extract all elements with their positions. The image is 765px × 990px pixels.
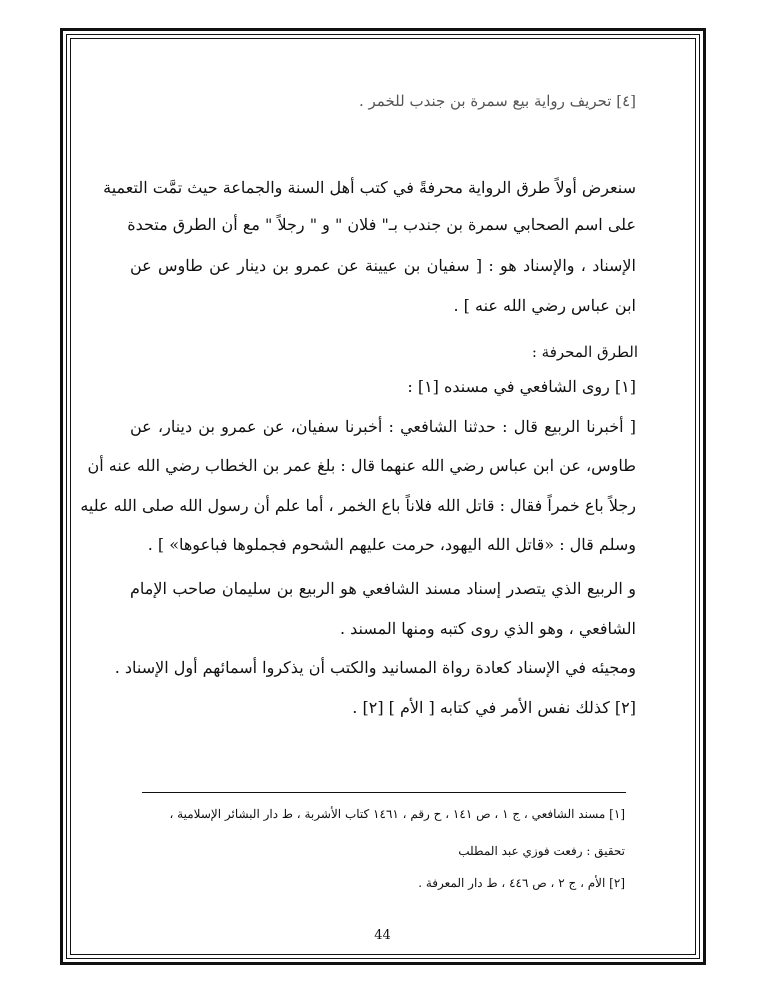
footnote-1-continued: تحقيق : رفعت فوزي عبد المطلب <box>458 844 625 858</box>
quote-line-1: [ أخبرنا الربيع قال : حدثنا الشافعي : أخبرنا سفيان، عن عمرو بن دينار، عن <box>130 417 636 436</box>
para-2-line-3: ومجيئه في الإسناد كعادة رواة المسانيد والكتب أن يذكروا أسمائهم أول الإسناد . <box>114 658 636 677</box>
item-2: [٢] كذلك نفس الأمر في كتابه [ الأم ] [٢] . <box>352 698 636 717</box>
para-2-line-2: الشافعي ، وهو الذي روى كتبه ومنها المسند . <box>339 619 636 638</box>
footnote-2: [٢] الأم ، ج ٢ ، ص ٤٤٦ ، ط دار المعرفة . <box>418 876 625 890</box>
body-line-1: سنعرض أولاً طرق الرواية محرفةً في كتب أهل السنة والجماعة حيث تمَّت التعمية <box>103 178 636 197</box>
subheading: الطرق المحرفة : <box>531 343 638 361</box>
body-line-4: ابن عباس رضي الله عنه ] . <box>453 296 636 315</box>
item-1-title: [١] روى الشافعي في مسنده [١] : <box>407 377 636 396</box>
para-2-line-1: و الربيع الذي يتصدر إسناد مسند الشافعي هو الربيع بن سليمان صاحب الإمام <box>130 579 636 598</box>
quote-line-4: وسلم قال : «قاتل الله اليهود، حرمت عليهم الشحوم فجملوها فباعوها» ] . <box>147 535 636 554</box>
body-line-2: على اسم الصحابي سمرة بن جندب بـ" فلان " و " رجلاً " مع أن الطرق متحدة <box>127 215 636 234</box>
quote-line-2: طاوس، عن ابن عباس رضي الله عنهما قال : بلغ عمر بن الخطاب رضي الله عنه أن <box>87 456 636 475</box>
body-line-3: الإسناد ، والإسناد هو : [ سفيان بن عيينة عن عمرو بن دينار عن طاوس عن <box>130 256 636 275</box>
footnote-1: [١] مسند الشافعي ، ج ١ ، ص ١٤١ ، ح رقم ، ١٤٦١ كتاب الأشربة ، ط دار البشائر الإسلامية ، <box>169 807 625 821</box>
quote-line-3: رجلاً باع خمراً فقال : قاتل الله فلاناً باع الخمر ، أما علم أن رسول الله صلى الله عليه <box>80 496 636 515</box>
footnote-divider <box>142 792 626 793</box>
section-heading: [٤] تحريف رواية بيع سمرة بن جندب للخمر . <box>358 92 636 110</box>
page-number: 44 <box>374 928 391 943</box>
